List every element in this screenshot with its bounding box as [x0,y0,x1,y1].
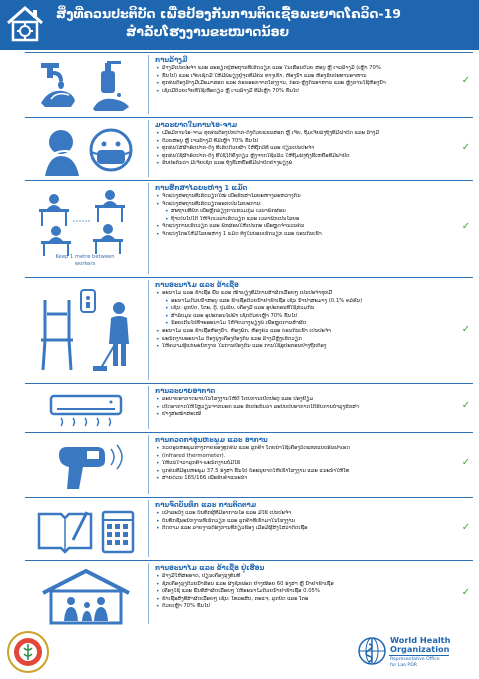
section-title: ມາລະຍາດໃນການໄອ-ຈາມ [155,121,238,129]
section-physical-distance [25,180,473,276]
section-title: ການລະບາຍອາກາດ [155,387,216,395]
list-item: • ອະນາໄມ ແລະ ຂ້າເຊື້ອ ພື້ນ ແລະ ໜ້າພຽງທີ່ມີການສຳຜັດເລື້ອຍໆ ເປັນປະຈຳທຸກມື້ [155,290,461,298]
section-records [25,497,473,559]
section-body [148,500,461,557]
list-item: • ໃຫ້ຄວາມຮູ້ແກ່ພະນັກງານ ໃນການປ້ອງກັນ ແລະ ການໃຊ້ອຸປະກອນຢ່າງຖືກຕ້ອງ [155,343,461,351]
list-item: • ອະນາໄມ ແລະ ຂ້າເຊື້ອຫ້ອງນ້ຳ, ຫ້ອງພັກ, ຫ້ອງຄົວ ແລະ ບ່ອນກິນເຂົ້າ ເປັນປະຈຳ [155,328,461,336]
checkmark-icon: ✓ [461,221,471,232]
list-item: • ຂຶ້ນໄປ) ແລະ ເຈ້ຍເຊັດມື ໃຫ້ມີພໍພຽງຢູ່ຈຸດທີ່ມີຄົນ ທາງເຂົ້າ, ຫ້ອງນ້ຳ ແລະ ຫ້ອງຮັບປະທານອາຫານ [155,73,461,81]
section-ventilation [25,383,473,431]
who-name: World Health Organization [390,635,451,654]
checkmark-icon: ✓ [461,587,471,598]
section-cleaning [25,277,473,382]
list-item: • ທຸກຄົນໃສ່ຜ້າອັດປາກ-ດັງ ທີ່ເຮັດດ້ວຍຜ້າ ໃຫ້ຖືກວິທີ ແລະ ປ່ຽນເປັນປະຈຳ [155,145,461,153]
distance-caption: Keep 1 metre between workers [55,254,115,267]
list-item: • ຈັດແບ່ງການເຮັດວຽກ ແລະ ພັກຜ່ອນໃຫ້ເປັນກະ ເພື່ອຫຼຸດຈຳນວນຄົນ [155,223,461,231]
list-item: • ລ້າງມືໃຫ້ສະອາດ, ປ່ຽນເຄື່ອງນຸ່ງທັນທີ [155,573,461,581]
list-item: • ໃຫ້ແນ່ໃຈວ່າລູກຄ້າ-ພະນັກງານບໍ່ມີໄຂ້ [155,460,461,468]
section-body [148,183,461,274]
list-item: • ຈັດແບ່ງສະຖານທີ່ເຮັດວຽກອອກເປັນໄລຍະການ: [155,201,461,209]
section-title: ການຮັກສາໄລຍະຫ່າງ 1 ແມັດ [155,184,248,192]
list-item: • (infrared thermometer). [155,453,461,461]
air-conditioner-ventilation-icon [31,390,141,430]
section-title: ການອະນາໄມ ແລະ ຂ້າເຊື້ອ ຢູ່ເຮືອນ [155,564,265,572]
ministry-seal-icon [6,630,50,674]
section-body [148,563,461,624]
bullet-list [155,65,461,95]
list-item: • ຢ່າງສະໝ່ຳສະເໝີ [155,411,461,419]
list-item: • ລ້າງມືເປັນປະຈຳ ແລະ ລະອຽດຢູ່ສະຖານທີ່ເຮັດວຽກ ແລະ ໃນເຮືອນດ້ວຍ ສະບູ ຫຼື ເຈວລ້າງມື (ເຫຼົ້າ 70% [155,65,461,73]
list-item: • ເຄື່ອງໃຊ້ ແລະ ພື້ນທີ່ສຳຜັດເລື້ອຍໆ ໃຫ້ອະນາໄມດ້ວຍນ້ຳຢາຂ້າເຊື້ອ 0.05% [155,588,461,596]
section-title: ການລ້າງມື [155,56,188,64]
bullet-list [155,130,461,168]
section-title: ການອະນາໄມ ແລະ ຂ້າເຊື້ອ [155,281,239,289]
checkmark-icon: ✓ [461,75,471,86]
list-item: • ອະນາໄມດ້ວຍນ້ຳສະບູ ແລະ ຂ້າເຊື້ອດ້ວຍນ້ຳຢາຂ້າເຊື້ອ ເຊັ່ນ ນ້ຳຢາສະມາງ (0.1% ຄລໍຣີນ) [155,298,461,306]
bullet-list [155,290,461,351]
list-item: • ຮັບປະກັນວ່າ ມີເຈ້ຍເຊັດ ແລະ ຖັງຂີ້ເຫຍື້ອທີ່ມີຝາປິດຢ່າງພຽງພໍ [155,160,461,168]
list-item: • ເຊັ່ນ: ລູກບິດ, ໂຕະ, ຕູ້, ປຸ່ມລິບ, ເຄື່ອງມື ແລະ ອຸປະກອນທີ່ໃຊ້ຮ່ວມກັນ [155,305,461,313]
who-logo-icon [357,636,387,666]
list-item: • ນ້ອຍເກີນໄປທີ່ຈະອະນາໄມ ໃຫ້ຈັດວາງພຽງພໍ ເພື່ອຫຼຸດການສຳຜັດ [155,320,461,328]
checkmark-icon: ✓ [461,457,471,468]
list-item: • ເຝົ້າລະວັງ ແລະ ບັນທຶກຜູ້ທີ່ມີອາການໄອ ແລະ ມີໄຂ້ ເປັນປະຈຳ [155,510,461,518]
list-item: • ສຳລັບມູນ ແລະ ອຸປະກອນໄຟຟ້າ ເຊັດດ້ວຍເຫຼົ້າ 70% ຂຶ້ນໄປ [155,313,461,321]
list-item: • ດ້ວຍເຫຼົ້າ 70% ຂຶ້ນໄປ [155,603,461,611]
who-office: Representative Office for Lao PDR [390,657,440,668]
list-item: • ຈັດແບ່ງໂຕະໃຫ້ມີໄລຍະຫ່າງ 1 ແມັດ ທັງໃນບ່ອນເຮັດວຽກ ແລະ ບ່ອນກິນເຂົ້າ [155,231,461,239]
list-item: • ເຊັດມືດ້ວຍເຈ້ຍທີ່ໃຊ້ເທື່ອດຽວ ຫຼື ເຈວລ້າງມື ທີ່ມີເຫຼົ້າ 70% ຂຶ້ນໄປ [155,88,461,96]
list-item: • ເປີດອາກາດໃຫ້ໄຫຼວຽນຈາກນອກ ແລະ ຮັບປະກັນວ່າ ລະບົບປັບອາກາດໄດ້ຮັບການບຳລຸງຮັກສາ [155,404,461,412]
section-cough-etiquette [25,117,473,179]
list-item: • ຂ້າເຊື້ອສິ່ງທີ່ສຳຜັດເລື້ອຍໆ ເຊັ່ນ: ໂທລະສັບ, ກະແຈ, ລູກບິດ ແລະ ໂຕະ [155,596,461,604]
page-footer [0,628,479,679]
bullet-list [155,193,461,239]
list-item: • ກວດອຸນຫະພູມຮ່າງກາຍຂອງທຸກຄົນ ແລະ ລູກຄ້າ ໂດຍນຳໃຊ້ເຄື່ອງວັດແທກແບບອິນຟາເຣດ [155,445,461,453]
list-item: • ບັນທຶກຊື່ພະນັກງານທີ່ເຮັດວຽກ ແລະ ລູກຄ້າທີ່ເຂົ້າມາໃນໂຮງງານ [155,518,461,526]
bullet-list [155,573,461,611]
list-item: • ທຸກຄົນໃຊ້ຜ້າອັດປາກ-ດັງ ທີ່ໃຊ້ໄດ້ຄັ້ງດຽວ ຫຼັງຈາກໃຊ້ແລ້ວ ໃຫ້ຖິ້ມລົງຖັງຂີ້ເຫຍື້ອທີ່ມີຝາປິດ [155,153,461,161]
list-item: • ລະບາຍອາກາດພາຍໃນໂຮງງານໃຫ້ດີ ໂດຍການເປີດປະຕູ ແລະ ປ່ອງຢ້ຽມ [155,396,461,404]
list-item: • ບຸກຄົນທີ່ມີອຸນຫະພູມ 37.5 ອົງສາ ຂຶ້ນໄປ ບໍ່ອະນຸຍາດໃຫ້ເຂົ້າໂຮງງານ ແລະ ແນະນຳໃຫ້ໂທ [155,468,461,476]
section-temperature [25,432,473,496]
list-item: • ຖ້າເປັນໄປໄດ້ ໃຫ້ຈັດເວລາເຮັດວຽກ ແລະ ເວລາພັກເປັນໄລຍະ [155,216,461,224]
handwash-sanitizer-icon [31,59,141,115]
section-body [148,120,461,177]
list-item: • ຈັດແບ່ງສະຖານທີ່ເຮັດວຽກໃໝ່ ເພື່ອຮັກສາໄລຍະຫ່າງລະຫວ່າງກັນ [155,193,461,201]
checkmark-icon: ✓ [461,324,471,335]
section-title: ການຈົດບັນທຶກ ແລະ ການຕິດຕາມ [155,501,257,509]
list-item: • ດ້ວຍສະບູ ຫຼື ເຈວລ້າງມື ທີ່ມີເຫຼົ້າ 70% ຂຶ້ນໄປ [155,138,461,146]
list-item: • ຕິດຕາມ ແລະ ລາຍງານຕໍ່ອົງການທີ່ກ່ຽວຂ້ອງ ເມື່ອມີຜູ້ສົງໃສວ່າຕິດເຊື້ອ [155,525,461,533]
section-body [148,435,461,494]
list-item: • ຊັກເຄື່ອງນຸ່ງດ້ວຍນ້ຳຮ້ອນ ແລະ ຜົງຊັກຟອກ ຢ່າງໜ້ອຍ 60 ອົງສາ ຫຼື ນ້ຳຢາຂ້າເຊື້ອ [155,581,461,589]
page-title-line1: ສິ່ງທີ່ຄວນປະຕິບັດ ເພື່ອປ້ອງກັນການຕິດເຊື້ອພະຍາດໂຄວິດ-19 [56,6,401,21]
section-body [148,386,461,429]
page-title [56,5,476,41]
list-item: • ສາຍດ່ວນ 165/166 ເພື່ອຮັບຄຳແນະນຳ [155,475,461,483]
section-title: ການກວດກາອຸນຫະພູມ ແລະ ອາການ [155,436,268,444]
section-body [148,55,461,114]
home-virus-icon [4,3,46,45]
checkmark-icon: ✓ [461,522,471,533]
list-item: • ພະນັກງານອະນາໄມ ຕ້ອງນຸ່ງເຄື່ອງປ້ອງກັນ ແລະ ລ້າງມືຫຼັງເຮັດວຽກ [155,336,461,344]
cleaning-disinfection-icon [31,284,141,376]
workers-distance-icon [31,187,141,257]
list-item: • ເມື່ອມີການໄອ-ຈາມ ທຸກຄົນຕ້ອງປົກປາກ-ດັງດ້ວຍແຂນສອກ ຫຼື ເຈ້ຍ, ຖິ້ມເຈ້ຍລົງຖັງທີ່ມີຝາປິດ ແລະ ລ້າງມື [155,130,461,138]
list-item: • ທຸກຄົນຕ້ອງລ້າງມືເມື່ອມາຮອດ ແລະ ກ່ອນອອກຈາກໂຮງງານ, ກ່ອນ-ຫຼັງກິນອາຫານ ແລະ ຫຼັງການໃຊ້ຫ້ອງນ້ຳ [155,80,461,88]
bullet-list [155,396,461,419]
checkmark-icon: ✓ [461,142,471,153]
who-divider [389,655,449,656]
section-at-home [25,560,473,626]
home-family-icon [31,567,141,625]
thermometer-icon [31,439,141,495]
page-header [0,0,479,50]
bullet-list [155,445,461,483]
notebook-calendar-icon [31,504,141,558]
section-body [148,280,461,380]
cough-sneeze-mask-icon [31,124,141,178]
list-item: • ສະຖານທີ່ພັກ ເພື່ອຫຼີກລ່ຽງການຮວມກຸ່ມ ເວລາພັກຜ່ອນ [155,208,461,216]
bullet-list [155,510,461,533]
section-handwashing [25,52,473,116]
page-title-line2: ສຳລັບໂຮງງານຂະໜາດນ້ອຍ [126,24,290,39]
checkmark-icon: ✓ [461,400,471,411]
